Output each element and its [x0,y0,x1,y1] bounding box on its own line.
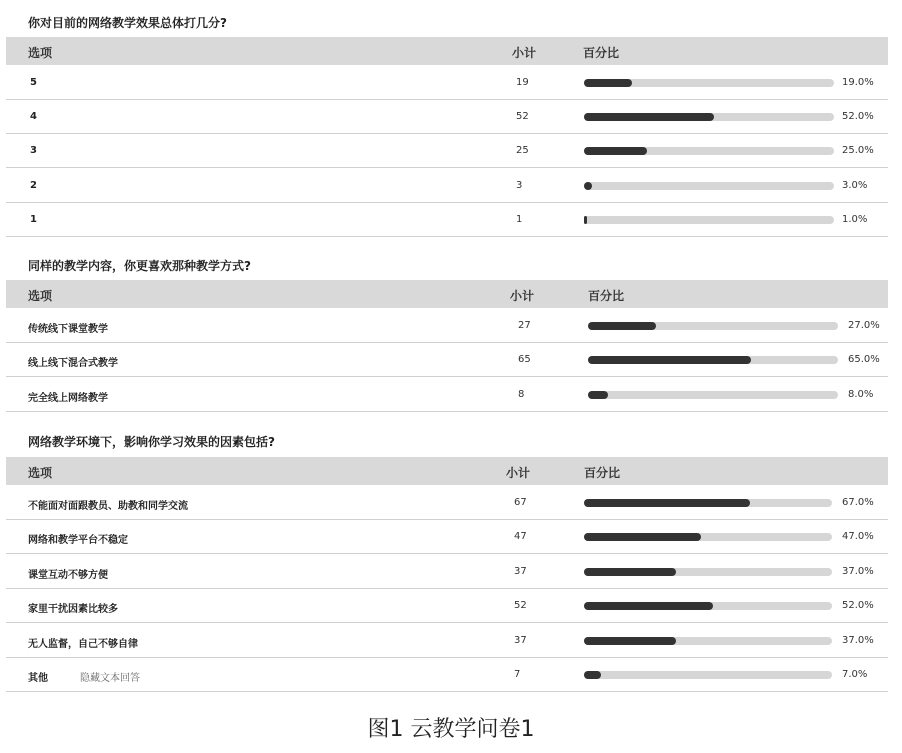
q1-header-option: 选项 [28,46,53,60]
q3-table-header [6,457,888,485]
percent-bar-fill [584,568,676,576]
row-option-label: 完全线上网络教学 [28,392,108,404]
table-row [6,309,888,343]
row-count: 27 [518,320,531,331]
q2-table-header [6,280,888,308]
row-count: 25 [516,145,529,157]
percent-bar-fill [584,147,647,155]
percent-bar-track [584,637,832,645]
row-option-label: 3 [30,145,37,157]
row-percent: 19.0% [842,77,874,88]
percent-bar-track [584,602,832,610]
row-count: 52 [516,111,529,123]
row-percent: 25.0% [842,145,874,157]
percent-bar-track [588,356,838,364]
row-percent: 37.0% [842,565,874,577]
percent-bar-fill [584,79,632,87]
table-row [6,66,888,100]
row-percent: 7.0% [842,669,868,680]
percent-bar-track [584,216,834,224]
table-row [6,658,888,692]
row-option-label: 2 [30,179,37,191]
percent-bar-track [584,182,834,190]
row-count: 1 [516,213,523,225]
row-option-label: 5 [30,77,37,88]
table-row [6,520,888,554]
row-option-label: 无人监督，自己不够自律 [28,638,138,650]
row-option-label: 家里干扰因素比较多 [28,604,118,616]
row-percent: 27.0% [848,320,880,331]
table-row [6,343,888,377]
table-row [6,486,888,520]
table-row [6,589,888,623]
row-percent: 47.0% [842,531,874,543]
row-option-label: 其他 [28,673,48,684]
percent-bar-fill [588,391,608,399]
percent-bar-fill [584,533,701,541]
percent-bar-track [584,79,834,87]
table-row [6,134,888,168]
percent-bar-fill [588,322,656,330]
q2-header-count: 小计 [510,289,535,303]
percent-bar-fill [584,671,601,679]
percent-bar-fill [584,182,592,190]
percent-bar-fill [584,602,713,610]
row-percent: 3.0% [842,179,868,191]
row-option-label: 线上线下混合式教学 [28,358,118,370]
row-percent: 8.0% [848,388,874,400]
percent-bar-track [584,671,832,679]
q1-table-header [6,37,888,65]
q2-header-option: 选项 [28,289,53,303]
table-row [6,378,888,412]
percent-bar-track [584,147,834,155]
row-option-label: 课堂互动不够方便 [28,569,108,581]
row-count: 47 [514,531,527,543]
row-percent: 67.0% [842,497,874,508]
row-count: 37 [514,565,527,577]
hidden-text-answer-link[interactable]: 隐藏文本回答 [80,673,140,684]
table-row [6,169,888,203]
q3-header-percent: 百分比 [584,466,621,480]
percent-bar-fill [584,216,587,224]
row-count: 8 [518,388,525,400]
row-count: 7 [514,669,521,680]
row-percent: 37.0% [842,634,874,646]
q1-header-percent: 百分比 [583,46,620,60]
row-percent: 1.0% [842,213,868,225]
table-row [6,624,888,658]
row-option-label: 1 [30,213,37,225]
q1-title: 你对目前的网络教学效果总体打几分? [28,16,227,30]
row-percent: 65.0% [848,354,880,366]
percent-bar-fill [584,113,714,121]
row-option-label: 4 [30,111,37,123]
q3-title: 网络教学环境下，影响你学习效果的因素包括? [28,435,275,449]
row-count: 65 [518,354,531,366]
table-row [6,203,888,237]
percent-bar-track [584,499,832,507]
figure-caption: 图1 云教学问卷1 [367,717,535,742]
row-count: 37 [514,634,527,646]
row-count: 19 [516,77,529,88]
row-count: 67 [514,497,527,508]
percent-bar-track [588,322,838,330]
percent-bar-fill [584,637,676,645]
q2-title: 同样的教学内容，你更喜欢那种教学方式? [28,259,251,273]
q1-header-count: 小计 [512,46,537,60]
q3-header-count: 小计 [506,466,531,480]
percent-bar-track [584,568,832,576]
table-row [6,555,888,589]
row-count: 3 [516,179,523,191]
table-row [6,100,888,134]
q3-header-option: 选项 [28,466,53,480]
row-percent: 52.0% [842,111,874,123]
row-option-label: 不能面对面跟教员、助教和同学交流 [28,501,188,512]
row-option-label: 网络和教学平台不稳定 [28,535,128,547]
row-option-label: 传统线下课堂教学 [28,324,108,335]
percent-bar-track [584,533,832,541]
percent-bar-fill [584,499,750,507]
percent-bar-track [584,113,834,121]
percent-bar-fill [588,356,751,364]
row-count: 52 [514,600,527,612]
percent-bar-track [588,391,838,399]
row-percent: 52.0% [842,600,874,612]
q2-header-percent: 百分比 [588,289,625,303]
